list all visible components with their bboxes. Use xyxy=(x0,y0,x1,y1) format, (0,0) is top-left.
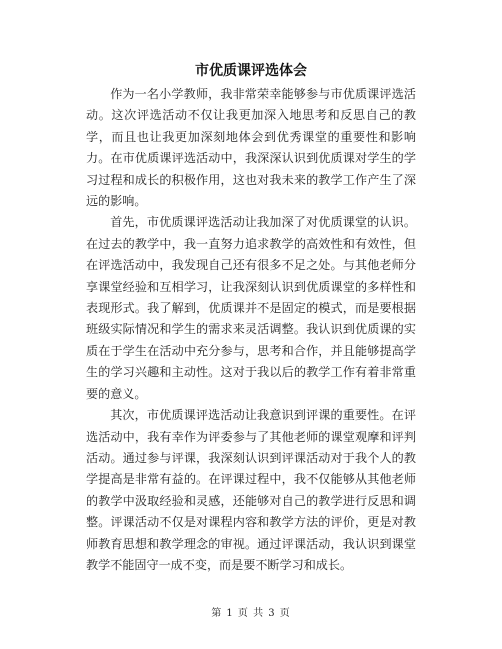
page-footer: 第 1 页 共 3 页 xyxy=(211,608,291,619)
paragraph-1: 作为一名小学教师，我非常荣幸能够参与市优质课评选活动。这次评选活动不仅让我更加深入地思考和反思自己的教学，而且也让我更加深刻地体会到优秀课堂的重要性和影响力。在市优质课评选活动中，我深深认识到优质课对学生的学习过程和成长的积极作用，这也对我未来的教学工作产生了深远的影响。 xyxy=(86,87,416,209)
paragraph-2: 首先，市优质课评选活动让我加深了对优质课堂的认识。在过去的教学中，我一直努力追求教学的高效性和有效性，但在评选活动中，我发现自己还有很多不足之处。与其他老师分享课堂经验和互相学习，让我深刻认识到优质课堂的多样性和表现形式。我了解到，优质课并不是固定的模式，而是要根据班级实际情况和学生的需求来灵活调整。我认识到优质课的实质在于学生在活动中充分参与，思考和合作，并且能够提高学生的学习兴趣和主动性。这对于我以后的教学工作有着非常重要的意义。 xyxy=(86,215,416,401)
document-body xyxy=(86,84,416,576)
document-title: 市优质课评选体会 xyxy=(195,63,307,79)
paragraph-3: 其次，市优质课评选活动让我意识到评课的重要性。在评选活动中，我有幸作为评委参与了其他老师的课堂观摩和评判活动。通过参与评课，我深刻认识到评课活动对于我个人的教学提高是非常有益的。在评课过程中，我不仅能够从其他老师的教学中汲取经验和灵感，还能够对自己的教学进行反思和调整。评课活动不仅是对课程内容和教学方法的评价，更是对教师教育思想和教学理念的审视。通过评课活动，我认识到课堂教学不能固守一成不变，而是要不断学习和成长。 xyxy=(86,408,416,572)
